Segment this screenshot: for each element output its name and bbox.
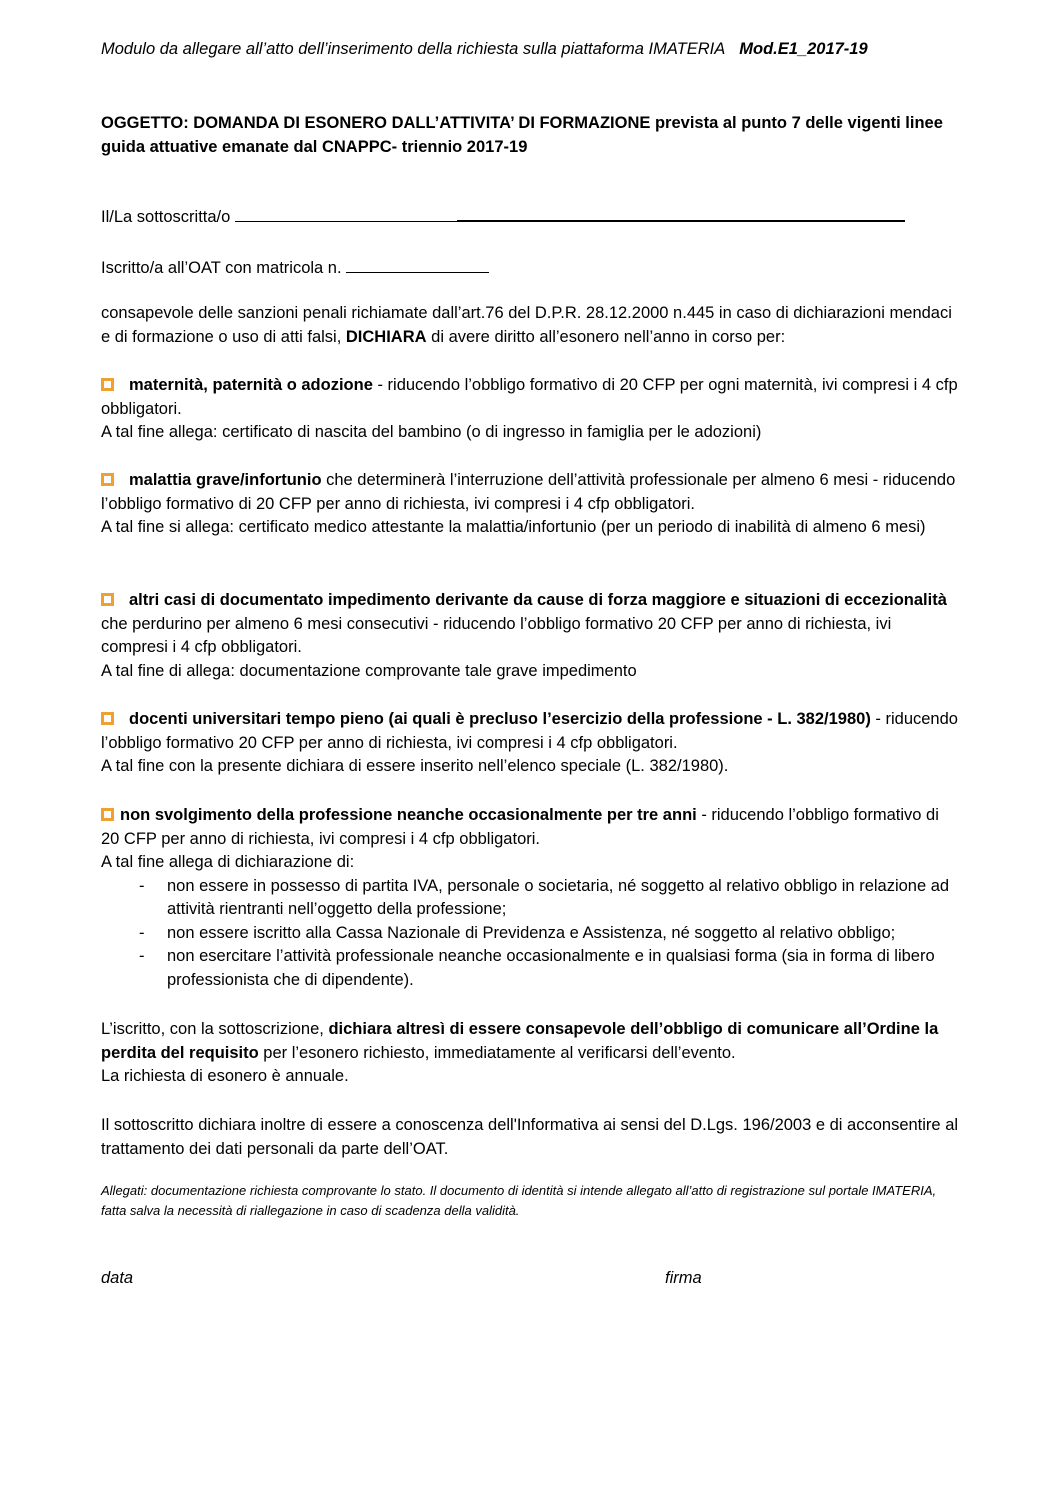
option-note: A tal fine allega: certificato di nascita del bambino (o di ingresso in famiglia per le adozioni) <box>101 423 762 441</box>
dichiara-keyword: DICHIARA <box>345 327 427 346</box>
option-title: maternità, paternità o adozione <box>129 376 373 394</box>
option-text: - riducendo l’obbligo formativo 20 CFP per anno di richiesta, ivi compresi i 4 cfp obbligatori. <box>101 710 958 752</box>
maternita-checkbox[interactable] <box>101 378 114 391</box>
non-svolgimento-checkbox[interactable] <box>101 808 114 821</box>
name-field-row <box>101 204 905 229</box>
option-maternita <box>101 374 961 445</box>
option-text: che determinerà l’interruzione dell’attività professionale per almeno 6 mesi - riducendo l’obbligo formativo di 20 CFP per anno di richiesta, ivi compresi i 4 cfp obbligatori. <box>101 471 956 513</box>
option-title: malattia grave/infortunio <box>129 471 322 489</box>
option-altri-casi <box>101 589 961 683</box>
option-title: altri casi di documentato impedimento derivante da cause di forza maggiore e situazioni di eccezionalità <box>129 591 947 609</box>
option-malattia <box>101 469 961 540</box>
option-text: - riducendo l’obbligo formativo di 20 CFP per anno di richiesta, ivi compresi i 4 cfp obbligatori. <box>101 806 939 848</box>
name-input-line-1[interactable] <box>235 205 457 222</box>
docenti-checkbox[interactable] <box>101 712 114 725</box>
matricola-field-row <box>101 256 489 280</box>
altri-casi-checkbox[interactable] <box>101 593 114 606</box>
intro-paragraph <box>101 302 961 349</box>
declaration-list <box>101 875 961 993</box>
option-note: A tal fine allega di dichiarazione di: <box>101 853 355 871</box>
option-title: docenti universitari tempo pieno (ai quali è precluso l’esercizio della professione - L. 382/1980) <box>129 710 871 728</box>
subject-line: OGGETTO: DOMANDA DI ESONERO DALL’ATTIVITA’ DI FORMAZIONE prevista al punto 7 delle vigenti linee guida attuative emanate dal CNAPPC- triennio 2017-19 <box>101 114 943 156</box>
form-code: Mod.E1_2017-19 <box>739 40 868 58</box>
list-item: - non esercitare l’attività professionale neanche occasionalmente e in qualsiasi forma (sia in forma di libero professionista che di dipendente). <box>101 945 961 992</box>
name-field-label: Il/La sottoscritta/o <box>101 208 231 226</box>
closing-bold: dichiara altresì di essere consapevole dell’obbligo di comunicare all’Ordine la perdita del requisito <box>101 1020 939 1062</box>
header-text: Modulo da allegare all’atto dell’inserimento della richiesta sulla piattaforma IMATERIA <box>101 40 726 58</box>
closing-paragraph <box>101 1018 961 1089</box>
malattia-checkbox[interactable] <box>101 473 114 486</box>
option-non-svolgimento <box>101 804 961 992</box>
document-header <box>101 38 961 60</box>
matricola-input-line[interactable] <box>346 256 489 273</box>
list-item: - non essere iscritto alla Cassa Nazionale di Previdenza e Assistenza, né soggetto al relativo obbligo; <box>101 922 961 946</box>
closing-text-end: per l’esonero richiesto, immediatamente al verificarsi dell’evento. <box>263 1043 736 1062</box>
name-input-line-2[interactable] <box>457 204 905 222</box>
privacy-paragraph: Il sottoscritto dichiara inoltre di essere a conoscenza dell'Informativa ai sensi del D.Lgs. 196/2003 e di acconsentire al trattamento dei dati personali da parte dell’OAT. <box>101 1116 959 1158</box>
attachments-note: Allegati: documentazione richiesta comprovante lo stato. Il documento di identità si intende allegato all’atto di registrazione sul portale IMATERIA, fatta salva la necessità di riallegazione in caso di scadenza della validità. <box>101 1183 937 1218</box>
intro-text: consapevole delle sanzioni penali richiamate dall’art.76 del D.P.R. 28.12.2000 n.445 in caso di dichiarazioni mendaci e di formazione o uso di atti falsi, <box>101 304 952 346</box>
option-note: A tal fine con la presente dichiara di essere inserito nell’elenco speciale (L. 382/1980). <box>101 757 729 775</box>
option-note: A tal fine si allega: certificato medico attestante la malattia/infortunio (per un periodo di inabilità di almeno 6 mesi) <box>101 518 926 536</box>
closing-text: L’iscritto, con la sottoscrizione, <box>101 1020 324 1038</box>
list-item: - non essere in possesso di partita IVA, personale o societaria, né soggetto al relativo obbligo in relazione ad attività rientranti nell’oggetto della professione; <box>101 875 961 922</box>
option-title: non svolgimento della professione neanche occasionalmente per tre anni <box>120 806 697 824</box>
date-label: data <box>101 1269 134 1287</box>
option-text: - riducendo l’obbligo formativo di 20 CFP per ogni maternità, ivi compresi i 4 cfp obbligatori. <box>101 376 958 418</box>
signature-label: firma <box>665 1269 702 1287</box>
option-note: A tal fine di allega: documentazione comprovante tale grave impedimento <box>101 661 637 680</box>
matricola-field-label: Iscritto/a all’OAT con matricola n. <box>101 259 342 277</box>
option-text: che perdurino per almeno 6 mesi consecutivi - riducendo l’obbligo formativo 20 CFP per anno di richiesta, ivi compresi i 4 cfp obbligatori. <box>101 614 892 656</box>
option-docenti <box>101 708 961 779</box>
annual-note: La richiesta di esonero è annuale. <box>101 1067 349 1085</box>
intro-text-end: di avere diritto all’esonero nell’anno in corso per: <box>431 327 786 346</box>
